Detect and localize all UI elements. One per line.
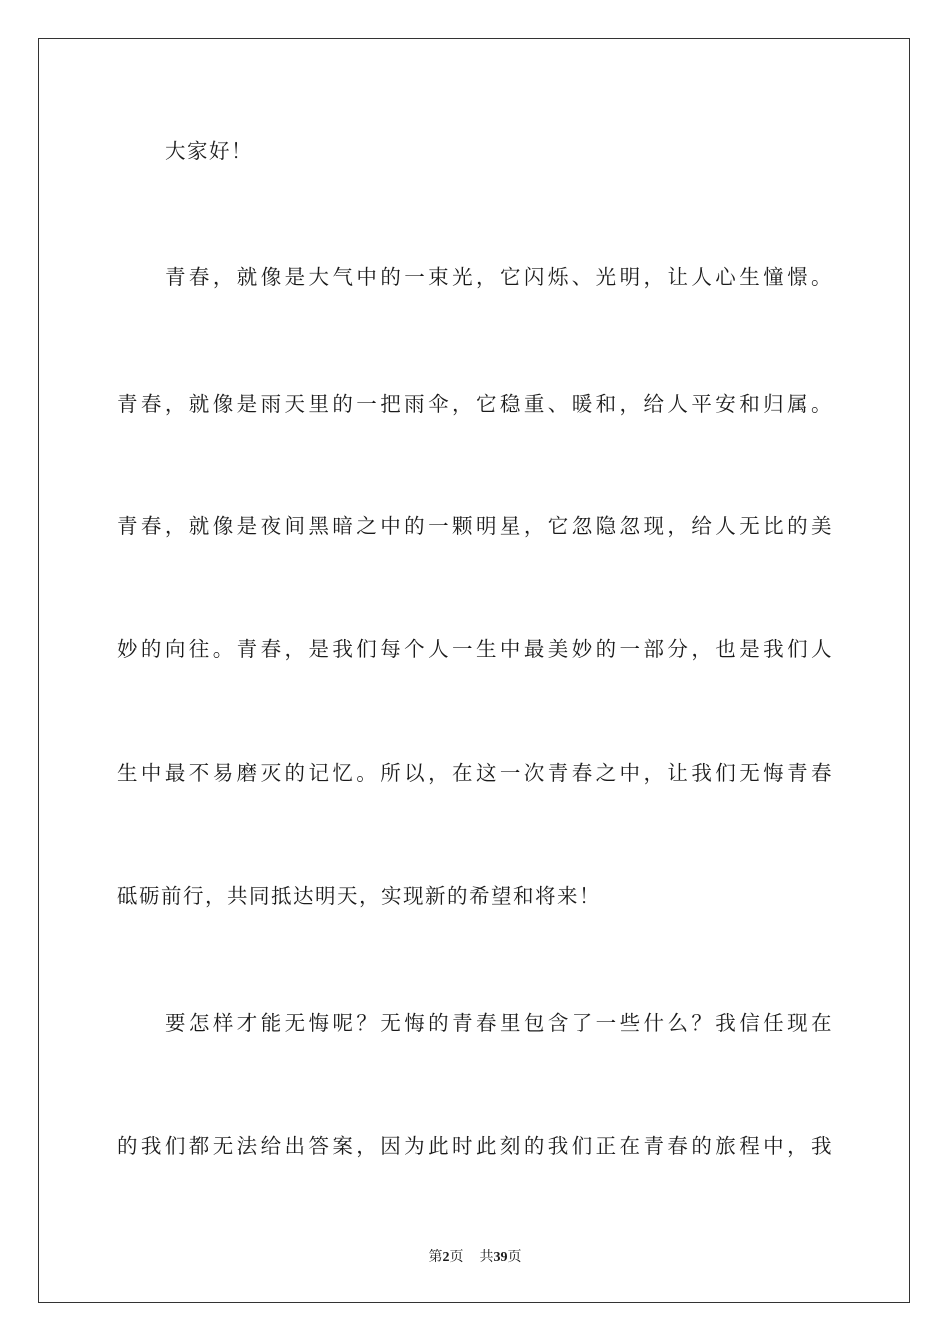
text-line: 砥砺前行，共同抵达明天，实现新的希望和将来！ xyxy=(117,884,601,908)
text-line: 生中最不易磨灭的记忆。所以，在这一次青春之中，让我们无悔青春 xyxy=(117,761,833,785)
page-prefix: 第 xyxy=(428,1250,443,1265)
text-line: 青春，就像是雨天里的一把雨伞，它稳重、暖和，给人平安和归属。 xyxy=(117,392,833,416)
total-pages: 39 xyxy=(493,1250,508,1265)
text-line-greeting: 大家好！ xyxy=(165,139,253,163)
text-line: 的我们都无法给出答案，因为此时此刻的我们正在青春的旅程中，我 xyxy=(117,1134,833,1158)
total-prefix: 共 xyxy=(479,1250,494,1265)
text-line: 妙的向往。青春，是我们每个人一生中最美妙的一部分，也是我们人 xyxy=(117,637,833,661)
page-footer xyxy=(0,1248,950,1268)
text-line: 要怎样才能无悔呢？无悔的青春里包含了一些什么？我信任现在 xyxy=(165,1011,833,1035)
page-suffix: 页 xyxy=(449,1250,464,1265)
page-number: 2 xyxy=(442,1250,450,1265)
page-border xyxy=(38,38,910,1303)
text-line: 青春，就像是夜间黑暗之中的一颗明星，它忽隐忽现，给人无比的美 xyxy=(117,514,833,538)
text-line: 青春，就像是大气中的一束光，它闪烁、光明，让人心生憧憬。 xyxy=(165,265,833,289)
total-suffix: 页 xyxy=(507,1250,522,1265)
